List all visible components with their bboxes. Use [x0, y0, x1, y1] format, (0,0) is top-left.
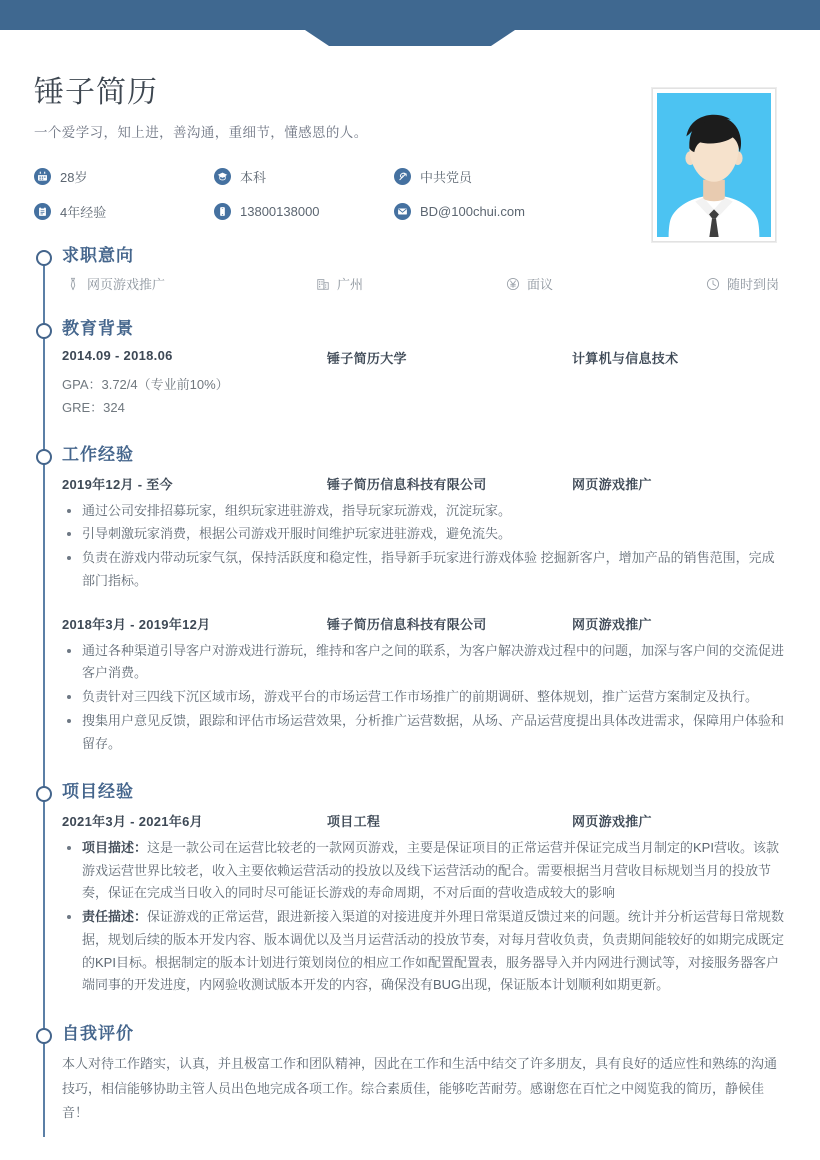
objective-availability-value: 随时到岗 [727, 277, 780, 293]
identity-block [34, 76, 634, 221]
candidate-photo-frame [652, 88, 776, 242]
section-objective [34, 246, 786, 293]
education-entry-header [62, 348, 786, 367]
objective-salary [506, 274, 706, 293]
resume-timeline [34, 246, 786, 1137]
list-item: 引导刺激玩家消费，根据公司游戏开服时间维护玩家进驻游戏，避免流失。 [62, 523, 786, 546]
header-banner-tab [305, 30, 515, 46]
work-role: 网页游戏推广 [572, 476, 652, 492]
section-title-project-experience: 项目经验 [62, 782, 134, 802]
work-role: 网页游戏推广 [572, 616, 652, 632]
spacer [62, 594, 786, 612]
section-education [34, 319, 786, 419]
list-item: 负责针对三四线下沉区域市场，游戏平台的市场运营工作市场推广的前期调研、整体规划，推广运营方案制定及执行。 [62, 686, 786, 709]
section-title-objective: 求职意向 [62, 246, 134, 265]
necktie-icon [66, 277, 80, 291]
section-project-experience [34, 782, 786, 997]
section-title-work-experience: 工作经验 [62, 445, 134, 465]
education-period: 2014.09 - 2018.06 [62, 347, 173, 363]
clock-icon [706, 277, 720, 291]
timeline-marker-icon [36, 250, 52, 266]
project-description-label: 项目描述： [82, 839, 148, 855]
list-item [62, 906, 786, 997]
work-period: 2018年3月 - 2019年12月 [62, 616, 211, 632]
calendar-icon [34, 168, 51, 185]
work-entry [62, 614, 786, 756]
graduation-cap-icon [214, 168, 231, 185]
contact-item-age [34, 167, 214, 186]
education-detail-gpa: GPA：3.72/4（专业前10%） [62, 376, 229, 392]
section-title-education: 教育背景 [62, 319, 134, 339]
education-detail-gre: GRE：324 [62, 399, 125, 415]
project-responsibility-text: 保证游戏的正常运营，跟进新接入渠道的对接进度并外理日常渠道反馈过来的问题。统计并分析运营每日常规数据，规划后续的版本开发内容、版本调优以及当月运营活动的投放节奏，对每月营收负责，负责期间能较好的如期完成既定的KPI目标。根据制定的版本计划进行策划岗位的相应工作如配置配置表，服务器导入并内网进行测试等，对接服务器客户端同事的开发进度，内网验收测试版本开发的内容，确保没有BUG出现，保证版本计划顺利如期更新。 [82, 909, 785, 993]
contact-item-experience [34, 202, 214, 221]
project-name: 项目工程 [327, 813, 381, 829]
work-company: 锤子简历信息科技有限公司 [327, 476, 487, 492]
project-entry [62, 811, 786, 997]
contact-item-education [214, 167, 394, 186]
spacer [34, 293, 786, 319]
building-icon [316, 277, 330, 291]
contact-item-email [394, 202, 614, 221]
mobile-phone-icon [214, 203, 231, 220]
self-evaluation-text: 本人对待工作踏实，认真，并且极富工作和团队精神，因此在工作和生活中结交了许多朋友，具有良好的适应性和熟练的沟通技巧，相信能够协助主管人员出色地完成各项工作。综合素质佳，能够吃苦耐劳。感谢您在百忙之中阅览我的简历，静候佳音！ [62, 1056, 778, 1120]
contact-value-experience: 4年经验 [60, 205, 107, 220]
timeline-marker-icon [36, 786, 52, 802]
objective-availability [706, 274, 786, 293]
candidate-photo [657, 93, 771, 237]
contact-item-phone [214, 202, 394, 221]
work-entry [62, 474, 786, 593]
section-self-evaluation [34, 1024, 786, 1125]
list-item: 负责在游戏内带动玩家气氛，保持活跃度和稳定性，指导新手玩家进行游戏体验 挖掘新客户，增加产品的销售范围，完成部门指标。 [62, 547, 786, 593]
education-school: 锤子简历大学 [327, 350, 407, 366]
clipboard-icon [34, 203, 51, 220]
education-major: 计算机与信息技术 [572, 350, 679, 366]
work-company: 锤子简历信息科技有限公司 [327, 616, 487, 632]
envelope-icon [394, 203, 411, 220]
objective-city [316, 274, 506, 293]
objective-salary-value: 面议 [527, 277, 554, 293]
header-banner [0, 0, 820, 30]
contact-value-phone: 13800138000 [240, 204, 320, 219]
candidate-name: 锤子简历 [34, 76, 158, 109]
avatar-illustration [657, 93, 771, 237]
work-bullet-list [62, 640, 786, 756]
work-entry-header [62, 474, 786, 493]
contact-value-education: 本科 [240, 170, 267, 185]
objective-city-value: 广州 [337, 277, 364, 293]
objective-position [66, 274, 316, 293]
project-responsibility-label: 责任描述： [82, 909, 148, 925]
project-bullet-list [62, 837, 786, 997]
timeline-marker-icon [36, 1028, 52, 1044]
project-entry-header [62, 811, 786, 830]
spacer [34, 419, 786, 445]
work-bullet-list [62, 500, 786, 593]
spacer [34, 756, 786, 782]
objective-row [66, 274, 786, 293]
project-period: 2021年3月 - 2021年6月 [62, 813, 203, 829]
list-item: 通过各种渠道引导客户对游戏进行游玩，维持和客户之间的联系，为客户解决游戏过程中的问题，加深与客户间的交流促进客户消费。 [62, 640, 786, 686]
work-entry-header [62, 614, 786, 633]
section-title-self-evaluation: 自我评价 [62, 1024, 134, 1044]
contact-grid [34, 167, 634, 221]
objective-position-value: 网页游戏推广 [87, 277, 166, 293]
contact-value-email: BD@100chui.com [420, 204, 525, 219]
work-period: 2019年12月 - 至今 [62, 476, 173, 492]
candidate-tagline: 一个爱学习，知上进，善沟通，重细节，懂感恩的人。 [34, 125, 368, 140]
project-role: 网页游戏推广 [572, 813, 652, 829]
project-description-text: 这是一款公司在运营比较老的一款网页游戏，主要是保证项目的正常运营并保证完成当月制定的KPI营收。该款游戏运营世界比较老，收入主要依赖运营活动的投放以及线下运营活动的配合。需要根据当月营收目标规划当月的投放节奏，保证在完成当日收入的同时尽可能证长游戏的寿命周期，不对后面的营收造成较大的影响 [82, 839, 779, 901]
list-item [62, 837, 786, 905]
education-entry [62, 348, 786, 420]
list-item: 通过公司安排招募玩家，组织玩家进驻游戏，指导玩家玩游戏，沉淀玩家。 [62, 500, 786, 523]
timeline-marker-icon [36, 449, 52, 465]
spacer [34, 998, 786, 1024]
party-emblem-icon [394, 168, 411, 185]
contact-value-political-status: 中共党员 [420, 170, 473, 185]
list-item: 搜集用户意见反馈，跟踪和评估市场运营效果，分析推广运营数据，从场、产品运营度提出具体改进需求，保障用户体验和留存。 [62, 710, 786, 756]
contact-item-political-status [394, 167, 614, 186]
spacer [34, 1125, 786, 1137]
yen-icon [506, 277, 520, 291]
section-work-experience [34, 445, 786, 755]
contact-value-age: 28岁 [60, 170, 88, 185]
timeline-marker-icon [36, 323, 52, 339]
